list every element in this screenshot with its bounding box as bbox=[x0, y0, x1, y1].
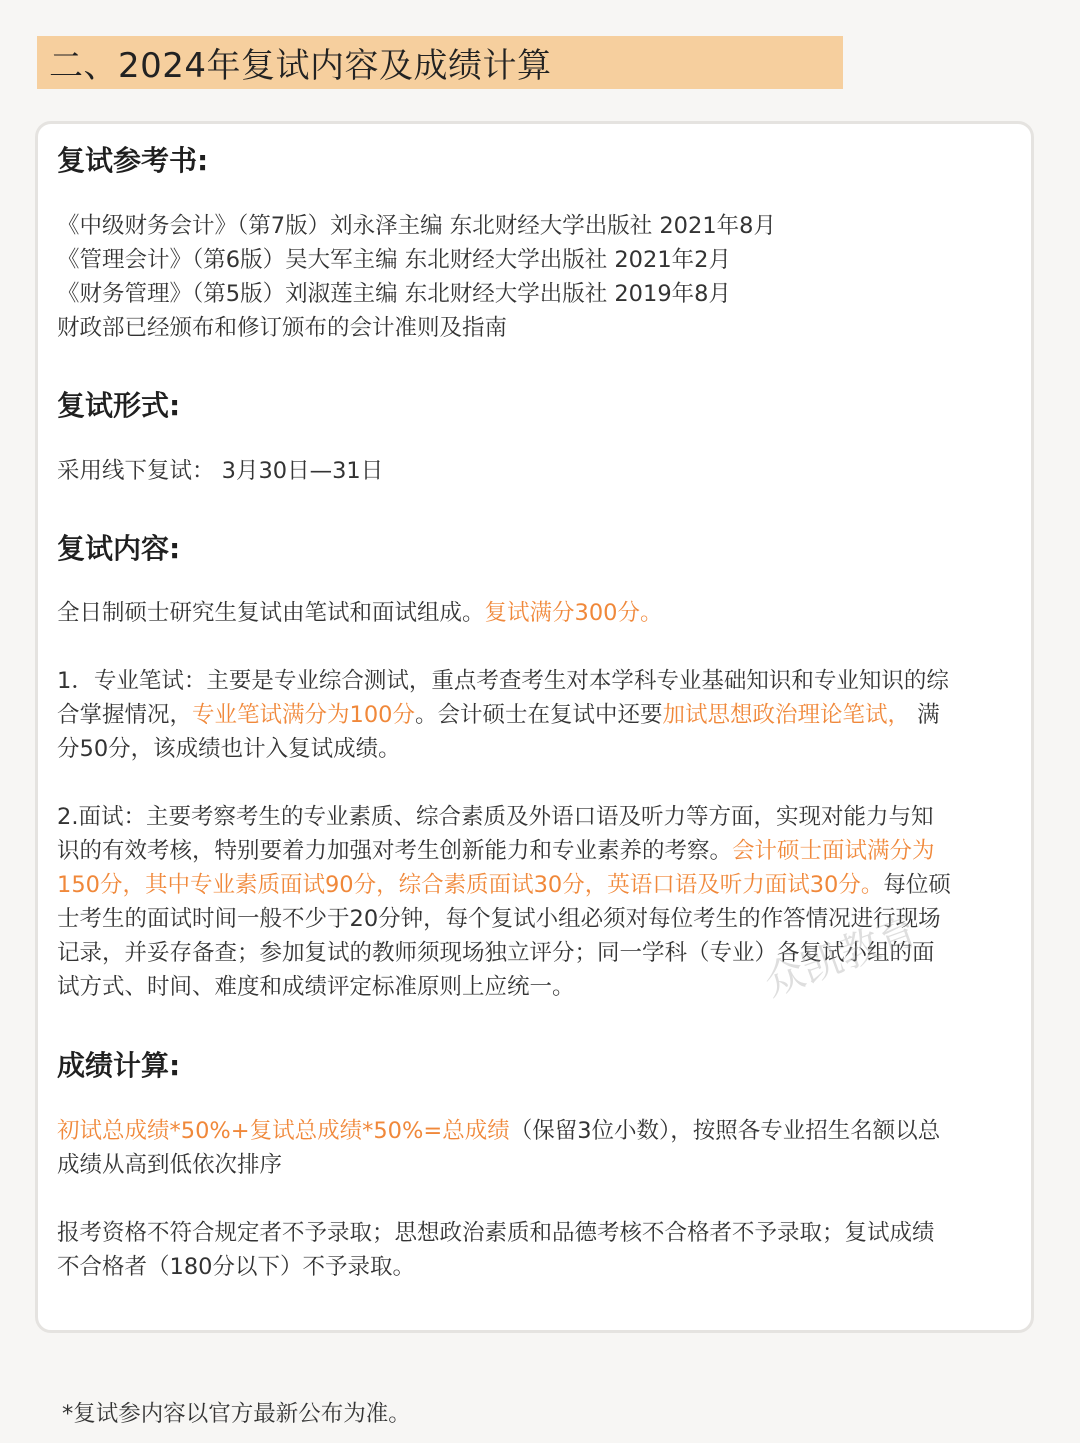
interview-line: 试方式、时间、难度和成绩评定标准原则上应统一。 bbox=[57, 974, 575, 1000]
format-text bbox=[57, 454, 1017, 488]
written-highlight: 专业笔试满分为100分 bbox=[192, 702, 415, 728]
section-title: 二、2024年复试内容及成绩计算 bbox=[49, 46, 552, 86]
scoring-heading: 成绩计算: bbox=[57, 1049, 181, 1082]
books-list bbox=[57, 209, 1017, 345]
written-text: 。会计硕士在复试中还要 bbox=[414, 702, 663, 728]
written-text: 合掌握情况， bbox=[57, 702, 193, 728]
footnote: *复试参内容以官方最新公布为准。 bbox=[62, 1401, 411, 1427]
content-heading: 复试内容: bbox=[57, 532, 181, 565]
book-item: 《管理会计》（第6版）吴大军主编 东北财经大学出版社 2021年2月 bbox=[57, 247, 731, 273]
interview-line: 记录，并妥存备查；参加复试的教师须现场独立评分；同一学科（专业）各复试小组的面 bbox=[57, 940, 935, 966]
written-highlight: 加试思想政治理论笔试， bbox=[662, 702, 910, 728]
rule-line: 报考资格不符合规定者不予录取；思想政治素质和品德考核不合格者不予录取；复试成绩 bbox=[57, 1220, 935, 1246]
interview-text: 识的有效考核，特别要着力加强对考生创新能力和专业素养的考察。 bbox=[57, 838, 733, 864]
intro-highlight: 复试满分300分。 bbox=[484, 600, 663, 626]
format-heading: 复试形式: bbox=[57, 389, 181, 422]
book-item: 财政部已经颁布和修订颁布的会计准则及指南 bbox=[57, 315, 508, 341]
written-line: 1．专业笔试：主要是专业综合测试，重点考查考生对本学科专业基础知识和专业知识的综 bbox=[57, 668, 949, 694]
formula-text: （保留3位小数），按照各专业招生名额以总 bbox=[509, 1118, 941, 1144]
content-intro bbox=[57, 596, 1017, 630]
formula-highlight: 初试总成绩*50%+复试总成绩*50%=总成绩 bbox=[57, 1118, 510, 1144]
interview-text: 每位硕 bbox=[883, 872, 951, 898]
interview-highlight: 会计硕士面试满分为 bbox=[732, 838, 935, 864]
format-line: 采用线下复试： 3月30日—31日 bbox=[57, 458, 384, 484]
book-item: 《中级财务会计》（第7版）刘永泽主编 东北财经大学出版社 2021年8月 bbox=[57, 213, 776, 239]
watermark: 众凯教育 bbox=[758, 907, 925, 1006]
scoring-rules bbox=[57, 1216, 1017, 1284]
rule-line: 不合格者（180分以下）不予录取。 bbox=[57, 1254, 415, 1280]
interview-line: 士考生的面试时间一般不少于20分钟，每个复试小组必须对每位考生的作答情况进行现场 bbox=[57, 906, 941, 932]
section-header-bar bbox=[37, 36, 843, 89]
written-line: 分50分，该成绩也计入复试成绩。 bbox=[57, 736, 401, 762]
interview-paragraph bbox=[57, 800, 1017, 1004]
scoring-formula bbox=[57, 1114, 1017, 1182]
formula-line: 成绩从高到低依次排序 bbox=[57, 1152, 283, 1178]
books-heading: 复试参考书: bbox=[57, 144, 209, 177]
book-item: 《财务管理》（第5版）刘淑莲主编 东北财经大学出版社 2019年8月 bbox=[57, 281, 731, 307]
intro-text: 全日制硕士研究生复试由笔试和面试组成。 bbox=[57, 600, 485, 626]
written-test-paragraph bbox=[57, 664, 1017, 766]
interview-line: 2.面试：主要考察考生的专业素质、综合素质及外语口语及听力等方面，实现对能力与知 bbox=[57, 804, 934, 830]
written-text: 满 bbox=[910, 702, 940, 728]
interview-highlight: 150分，其中专业素质面试90分，综合素质面试30分，英语口语及听力面试30分。 bbox=[57, 872, 884, 898]
